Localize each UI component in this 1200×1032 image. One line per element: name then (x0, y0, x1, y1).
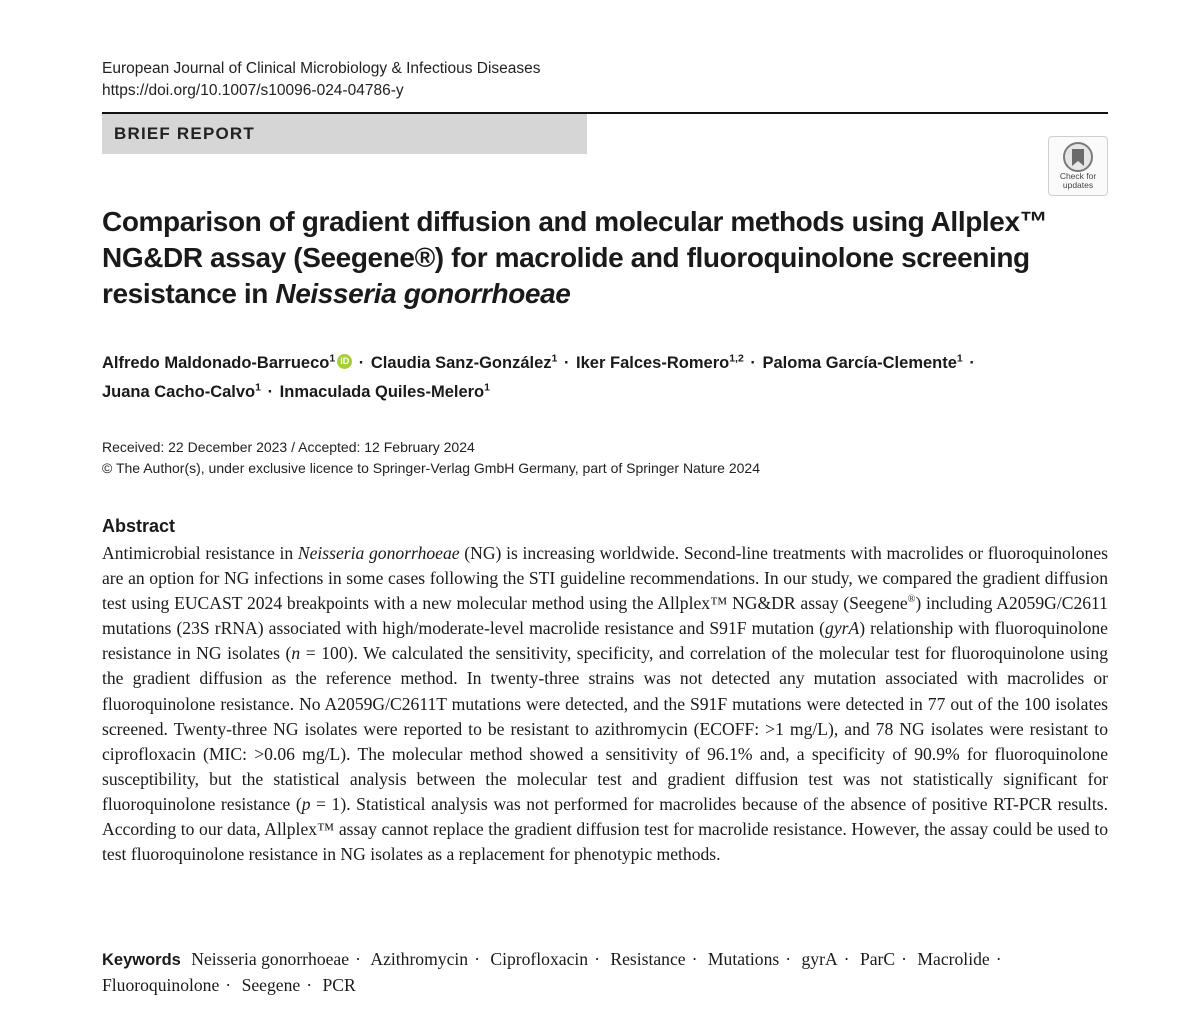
bookmark-icon (1062, 142, 1094, 172)
keywords: Keywords Neisseria gonorrhoeae · Azithromycin · Ciprofloxacin · Resistance · Mutations · gyrA · ParC · Macrolide · Fluoroquinolone · Seegene · PCR (102, 949, 1002, 996)
keyword[interactable]: ParC (859, 949, 896, 969)
abstract-body: Antimicrobial resistance in Neisseria gonorrhoeae (NG) is increasing worldwide. Second-line treatments with macrolides or fluoroquinolones are an option for NG infections in some cases following the STI guideline recommendations. In our study, we compared the gradient diffusion test using EUCAST 2024 breakpoints with a new molecular method using the Allplex™ NG&DR assay (Seegene®) including A2059G/C2611 mutations (23S rRNA) associated with high/moderate-level macrolide resistance and S91F mutation (gyrA) relationship with fluoroquinolone resistance in NG isolates (n = 100). We calculated the sensitivity, specificity, and correlation of the molecular test for fluoroquinolone using the gradient diffusion as the reference method. In twenty-three strains was not detected any mutation associated with macrolides or fluoroquinolone resistance. No A2059G/C2611T mutations were detected, and the S91F mutations were detected in 77 out of the 100 isolates screened. Twenty-three NG isolates were reported to be resistant to azithromycin (ECOFF: >1 mg/L), and 78 NG isolates were resistant to ciprofloxacin (MIC: >0.06 mg/L). The molecular method showed a sensitivity of 96.1% and, a specificity of 90.9% for fluoroquinolone susceptibility, but the statistical analysis between the molecular test and gradient diffusion test was not statistically significant for fluoroquinolone resistance (p = 1). Statistical analysis was not performed for macrolides because of the absence of positive RT-PCR results. According to our data, Allplex™ assay cannot replace the gradient diffusion test for macrolide resistance. However, the assay could be used to test fluoroquinolone resistance in NG isolates as a replacement for phenotypic methods. (102, 543, 1108, 865)
keywords-label: Keywords (102, 951, 181, 969)
author[interactable]: Iker Falces-Romero$^{1,2}$ (576, 352, 744, 372)
keyword[interactable]: Seegene (241, 975, 301, 996)
journal-header (102, 58, 541, 102)
article-type-band (102, 114, 587, 154)
keyword[interactable]: Azithromycin (370, 949, 469, 969)
author[interactable]: Alfredo Maldonado-Barrueco$^1$ iD (102, 354, 352, 372)
doi-link[interactable]: https://doi.org/10.1007/s10096-024-04786-y (102, 82, 404, 99)
check-for-updates-badge[interactable] (1048, 136, 1108, 196)
title-species: Neisseria gonorrhoeae (275, 278, 571, 309)
article-dates (102, 437, 760, 479)
received-accepted: Received: 22 December 2023 / Accepted: 12 February 2024 (102, 439, 475, 455)
article-type: BRIEF REPORT (114, 124, 255, 143)
orcid-icon[interactable]: iD (337, 354, 352, 369)
author[interactable]: Claudia Sanz-González$^1$ (370, 352, 558, 372)
author[interactable]: Paloma García-Clemente$^1$ (762, 352, 963, 372)
keyword[interactable]: Resistance (610, 949, 686, 969)
keyword[interactable]: Mutations (707, 949, 780, 969)
copyright: © The Author(s), under exclusive licence to Springer-Verlag GmbH Germany, part of Springer Nature 2024 (102, 460, 760, 476)
keyword[interactable]: Fluoroquinolone (102, 975, 220, 996)
author[interactable]: Juana Cacho-Calvo$^1$ (102, 381, 261, 401)
journal-name: European Journal of Clinical Microbiology & Infectious Diseases (102, 60, 541, 77)
keyword[interactable]: Ciprofloxacin (490, 949, 589, 969)
keyword[interactable]: PCR (322, 975, 356, 996)
author[interactable]: Inmaculada Quiles-Melero$^1$ (279, 381, 490, 401)
keyword[interactable]: Neisseria gonorrhoeae (191, 949, 350, 969)
abstract-heading: Abstract (102, 516, 176, 536)
check-updates-label: Check for updates (1059, 171, 1097, 190)
keyword[interactable]: Macrolide (917, 949, 990, 969)
author-list: Alfredo Maldonado-Barrueco$^1$ iD · Claudia Sanz-González$^1$ · Iker Falces-Romero$^{1,2}$ · Paloma García-Clemente$^1$ · Juana Cacho-Calvo$^1$ · Inmaculada Quiles-Melero$^1$ (102, 352, 975, 401)
keyword[interactable]: gyrA (801, 949, 838, 969)
article-title: Comparison of gradient diffusion and molecular methods using Allplex™ NG&DR assay (Seegene®) for macrolide and fluoroquinolone screening resistance in Neisseria gonorrhoeae (102, 206, 1048, 309)
